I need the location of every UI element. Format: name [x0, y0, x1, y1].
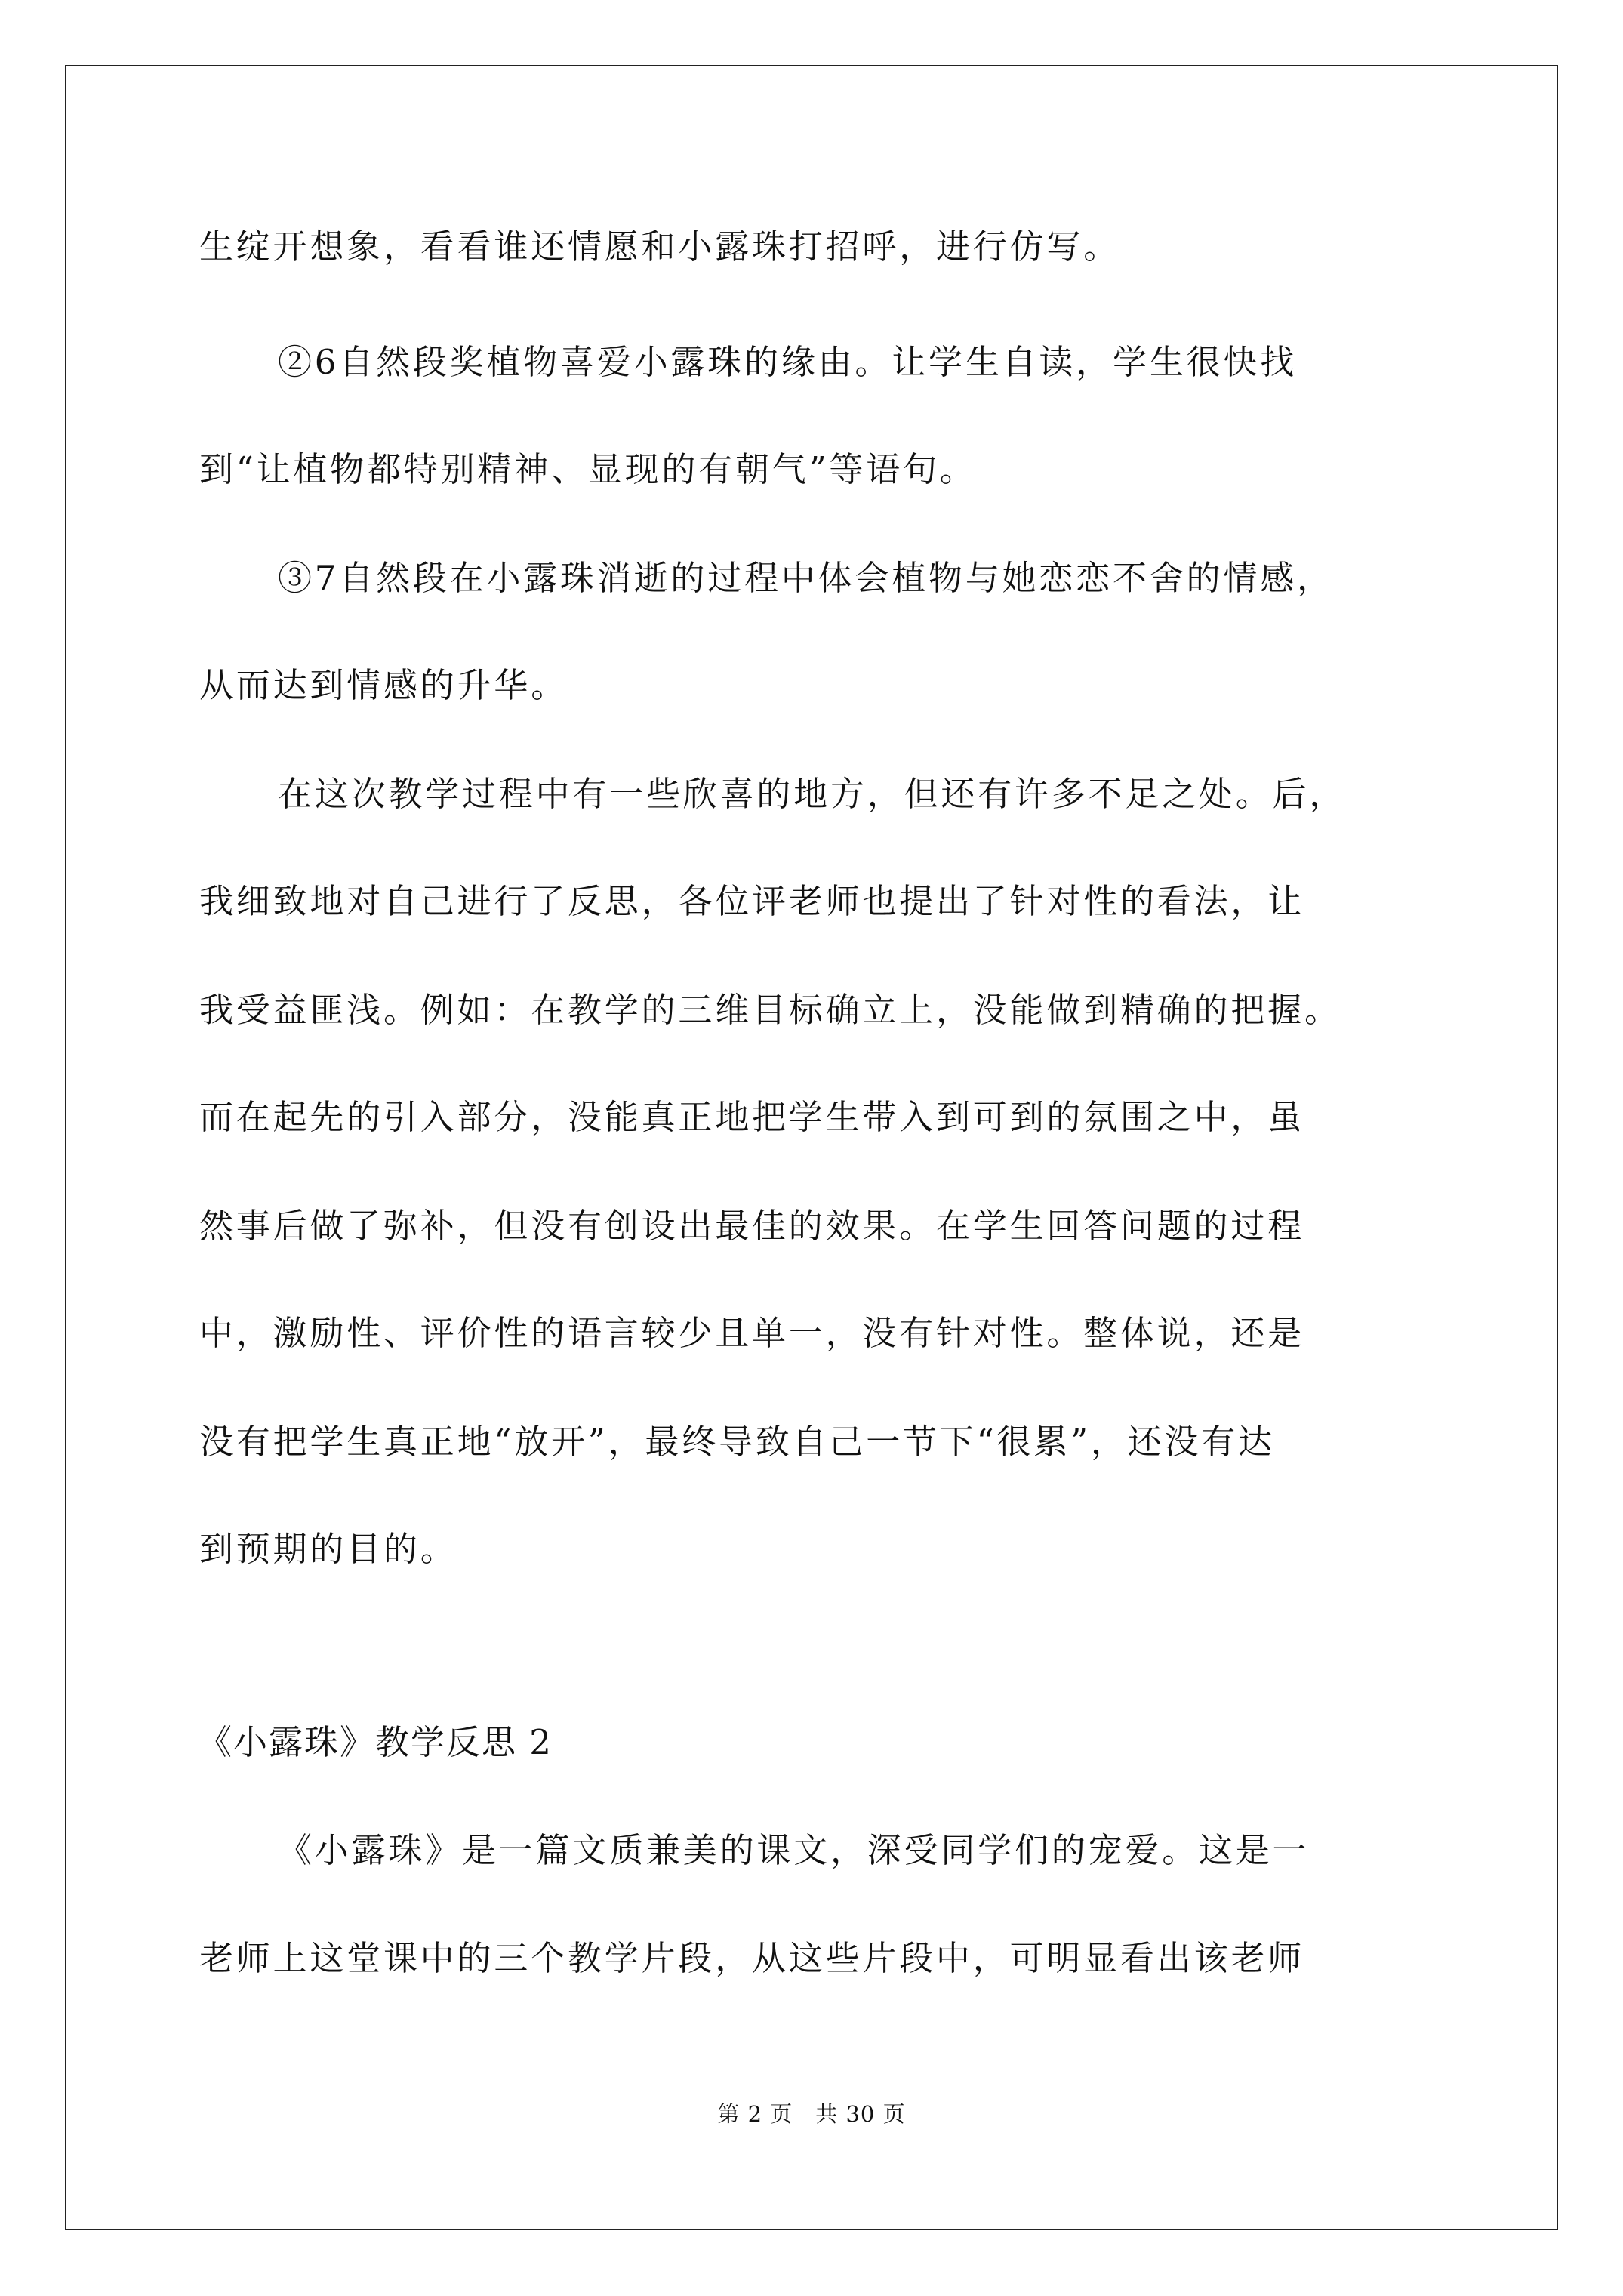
paragraph-line: 中，激励性、评价性的语言较少且单一，没有针对性。整体说，还是 [199, 1313, 1305, 1353]
paragraph-line: 没有把学生真正地“放开”，最终导致自己一节下“很累”，还没有达 [199, 1422, 1275, 1462]
paragraph-line: 生绽开想象，看看谁还情愿和小露珠打招呼，进行仿写。 [199, 227, 1121, 267]
paragraph-line: 《小露珠》是一篇文质兼美的课文，深受同学们的宠爱。这是一 [278, 1830, 1310, 1870]
paragraph-line: 到“让植物都特别精神、显现的有朝气”等语句。 [199, 449, 977, 489]
paragraph-line: 从而达到情感的升华。 [199, 665, 568, 705]
section-heading: 《小露珠》教学反思 2 [198, 1722, 553, 1762]
paragraph-line: 在这次教学过程中有一些欣喜的地方，但还有许多不足之处。后， [278, 774, 1347, 814]
page-footer: 第 2 页 共 30 页 [717, 2101, 906, 2127]
paragraph-line: 我细致地对自己进行了反思，各位评老师也提出了针对性的看法，让 [199, 881, 1305, 921]
page-border [65, 65, 1558, 2230]
paragraph-line: 到预期的目的。 [199, 1529, 457, 1569]
paragraph-line: 然事后做了弥补，但没有创设出最佳的效果。在学生回答问题的过程 [199, 1206, 1305, 1246]
paragraph-line: 而在起先的引入部分，没能真正地把学生带入到可到的氛围之中，虽 [199, 1097, 1305, 1137]
paragraph-line: ②6自然段奖植物喜爱小露珠的缘由。让学生自读，学生很快找 [278, 342, 1298, 382]
paragraph-line: 老师上这堂课中的三个教学片段，从这些片段中，可明显看出该老师 [199, 1938, 1305, 1978]
paragraph-line: 我受益匪浅。例如：在教学的三维目标确立上，没能做到精确的把握。 [199, 990, 1341, 1030]
paragraph-line: ③7自然段在小露珠消逝的过程中体会植物与她恋恋不舍的情感， [278, 558, 1334, 598]
